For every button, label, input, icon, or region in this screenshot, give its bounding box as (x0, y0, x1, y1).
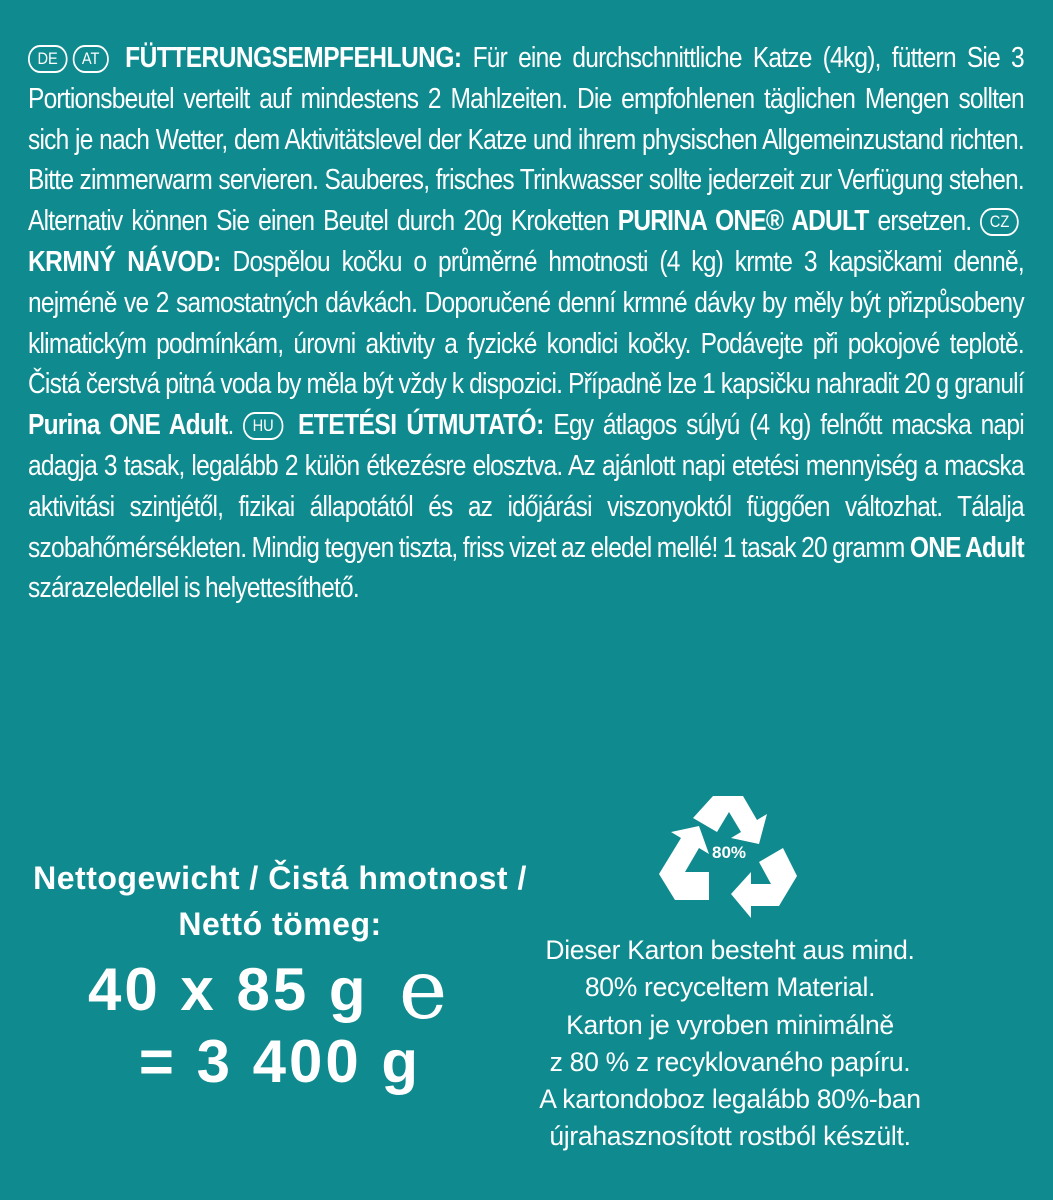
feeding-text-de-end: ersetzen. (868, 205, 972, 238)
net-weight-block (20, 855, 540, 1099)
language-badge-cz: CZ (980, 208, 1018, 236)
language-badge-at: AT (72, 45, 109, 73)
recycle-icon (651, 778, 803, 930)
net-weight-quantity (20, 953, 540, 1027)
net-weight-label-line1: Nettogewicht / Čistá hmotnost / (33, 860, 527, 896)
estimated-sign-letter: e (398, 962, 448, 1032)
net-weight-total (20, 1025, 540, 1099)
feeding-text-hu-end: szárazeledellel is helyettesíthető. (28, 572, 359, 605)
recycling-line-6: újrahasznosított rostból készült. (549, 1121, 911, 1152)
recycling-line-3: Karton je vyroben minimálně (566, 1009, 894, 1040)
recycling-line-4: z 80 % z recyklovaného papíru. (549, 1046, 911, 1077)
feeding-text-hu: Egy átlagos súlyú (4 kg) felnőtt macska napi adagja 3 tasak, legalább 2 külön étkezésre elosztva. Az ajánlott napi etetési mennyiség a macska aktivitási szintjétől, fizikai állapotától és az időjárási viszonyoktól függően változhat. Tálalja szobahőmérsékleten. Mindig tegyen tiszta, friss vizet az eledel mellé! 1 tasak 20 gramm (28, 409, 1024, 564)
feeding-text-cz-end: . (227, 409, 234, 442)
brand-name-hu: ONE Adult (909, 531, 1024, 564)
language-badge-hu: HU (243, 412, 283, 440)
feeding-heading-cz: KRMNÝ NÁVOD: (28, 245, 221, 278)
feeding-heading-hu: ETETÉSI ÚTMUTATÓ: (297, 409, 544, 442)
brand-name-de: PURINA ONE® ADULT (617, 205, 869, 238)
recycle-percent-label: 80% (711, 843, 747, 862)
feeding-heading-de: FÜTTERUNGSEMPFEHLUNG: (125, 42, 462, 74)
net-weight-label-line2: Nettó tömeg: (178, 906, 382, 942)
quantity-value: 40 x 85 g (88, 956, 369, 1023)
estimated-sign-icon (384, 962, 462, 1032)
recycling-line-5: A kartondoboz legalább 80%-ban (539, 1084, 921, 1115)
recycling-statement (500, 932, 960, 1156)
language-badge-de: DE (28, 45, 67, 73)
feeding-text-cz: Dospělou kočku o průměrné hmotnosti (4 kg) krmte 3 kapsičkami denně, nejméně ve 2 samostatných dávkách. Doporučené denní krmné dávky by měly být přizpůsobeny klimatickým podmínkám, úrovni aktivity a fyzické kondici kočky. Podávejte při pokojové teplotě. Čistá čerstvá pitná voda by měla být vždy k dispozici. Případně lze 1 kapsičku nahradit 20 g granulí (28, 245, 1024, 401)
brand-name-cz: Purina ONE Adult (28, 409, 228, 442)
feeding-instructions (28, 38, 1024, 609)
recycling-line-1: Dieser Karton besteht aus mind. (545, 935, 915, 965)
feeding-text-de: Für eine durchschnittliche Katze (4kg), füttern Sie 3 Portionsbeutel verteilt auf mindestens 2 Mahlzeiten. Die empfohlenen täglichen Mengen sollten sich je nach Wetter, dem Aktivitätslevel der Katze und ihrem physischen Allgemeinzustand richten. Bitte zimmerwarm servieren. Sauberes, frisches Trinkwasser sollte jederzeit zur Verfügung stehen. Alternativ können Sie einen Beutel durch 20g Kroketten (28, 42, 1024, 238)
total-value: = 3 400 g (138, 1028, 422, 1095)
recycling-line-2: 80% recyceltem Material. (584, 972, 876, 1003)
